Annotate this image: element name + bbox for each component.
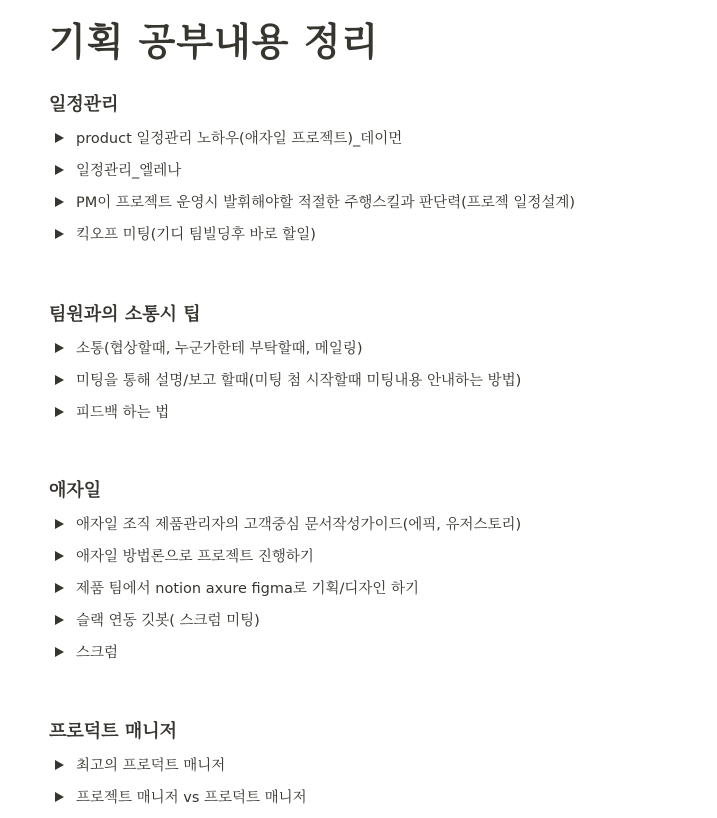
toggle-label: 프로젝트 매니저 vs 프로덕트 매니저 (76, 790, 307, 806)
toggle-label: 애자일 방법론으로 프로젝트 진행하기 (76, 549, 314, 565)
toggle-label: 최고의 프로덕트 매니저 (76, 758, 226, 774)
toggle-item[interactable] (49, 605, 709, 637)
section-heading: 팀원과의 소통시 팁 (49, 304, 201, 325)
toggle-item[interactable] (49, 155, 709, 187)
triangle-right-icon[interactable] (55, 551, 64, 561)
triangle-right-icon[interactable] (55, 197, 64, 207)
triangle-right-icon[interactable] (55, 792, 64, 802)
triangle-right-icon[interactable] (55, 760, 64, 770)
toggle-item[interactable] (49, 123, 709, 155)
toggle-label: 스크럼 (76, 645, 119, 661)
toggle-label: 킥오프 미팅(기디 팀빌딩후 바로 할일) (76, 227, 316, 243)
toggle-label: 애자일 조직 제품관리자의 고객중심 문서작성가이드(에픽, 유저스토리) (76, 517, 522, 533)
toggle-item[interactable] (49, 219, 709, 251)
section-product-manager (49, 720, 709, 814)
section-agile (49, 479, 709, 669)
toggle-item[interactable] (49, 397, 709, 429)
page-title: 기획 공부내용 정리 (49, 20, 380, 64)
toggle-item[interactable] (49, 187, 709, 219)
triangle-right-icon[interactable] (55, 165, 64, 175)
toggle-label: PM이 프로젝트 운영시 발휘해야할 적절한 주행스킬과 판단력(프로젝 일정설계) (76, 195, 576, 211)
toggle-list (49, 750, 709, 814)
toggle-item[interactable] (49, 573, 709, 605)
triangle-right-icon[interactable] (55, 343, 64, 353)
toggle-item[interactable] (49, 750, 709, 782)
triangle-right-icon[interactable] (55, 519, 64, 529)
toggle-label: 제품 팀에서 notion axure figma로 기획/디자인 하기 (76, 581, 420, 597)
triangle-right-icon[interactable] (55, 615, 64, 625)
triangle-right-icon[interactable] (55, 375, 64, 385)
toggle-item[interactable] (49, 333, 709, 365)
toggle-item[interactable] (49, 782, 709, 814)
toggle-list (49, 123, 709, 251)
toggle-item[interactable] (49, 365, 709, 397)
section-heading: 애자일 (49, 480, 102, 501)
triangle-right-icon[interactable] (55, 407, 64, 417)
toggle-label: 피드백 하는 법 (76, 405, 170, 421)
toggle-label: 미팅을 통해 설명/보고 할때(미팅 첨 시작할때 미팅내용 안내하는 방법) (76, 373, 522, 389)
toggle-item[interactable] (49, 509, 709, 541)
toggle-label: product 일정관리 노하우(애자일 프로젝트)_데이먼 (76, 131, 403, 147)
section-heading: 일정관리 (49, 94, 119, 115)
toggle-list (49, 509, 709, 669)
triangle-right-icon[interactable] (55, 583, 64, 593)
section-team-communication (49, 303, 709, 429)
section-heading: 프로덕트 매니저 (49, 721, 177, 742)
toggle-label: 일정관리_엘레나 (76, 163, 182, 179)
toggle-label: 슬랙 연동 깃봇( 스크럼 미팅) (76, 613, 260, 629)
triangle-right-icon[interactable] (55, 229, 64, 239)
toggle-label: 소통(협상할때, 누군가한테 부탁할때, 메일링) (76, 341, 363, 357)
section-schedule-management (49, 93, 709, 251)
toggle-list (49, 333, 709, 429)
triangle-right-icon[interactable] (55, 647, 64, 657)
triangle-right-icon[interactable] (55, 133, 64, 143)
toggle-item[interactable] (49, 541, 709, 573)
toggle-item[interactable] (49, 637, 709, 669)
